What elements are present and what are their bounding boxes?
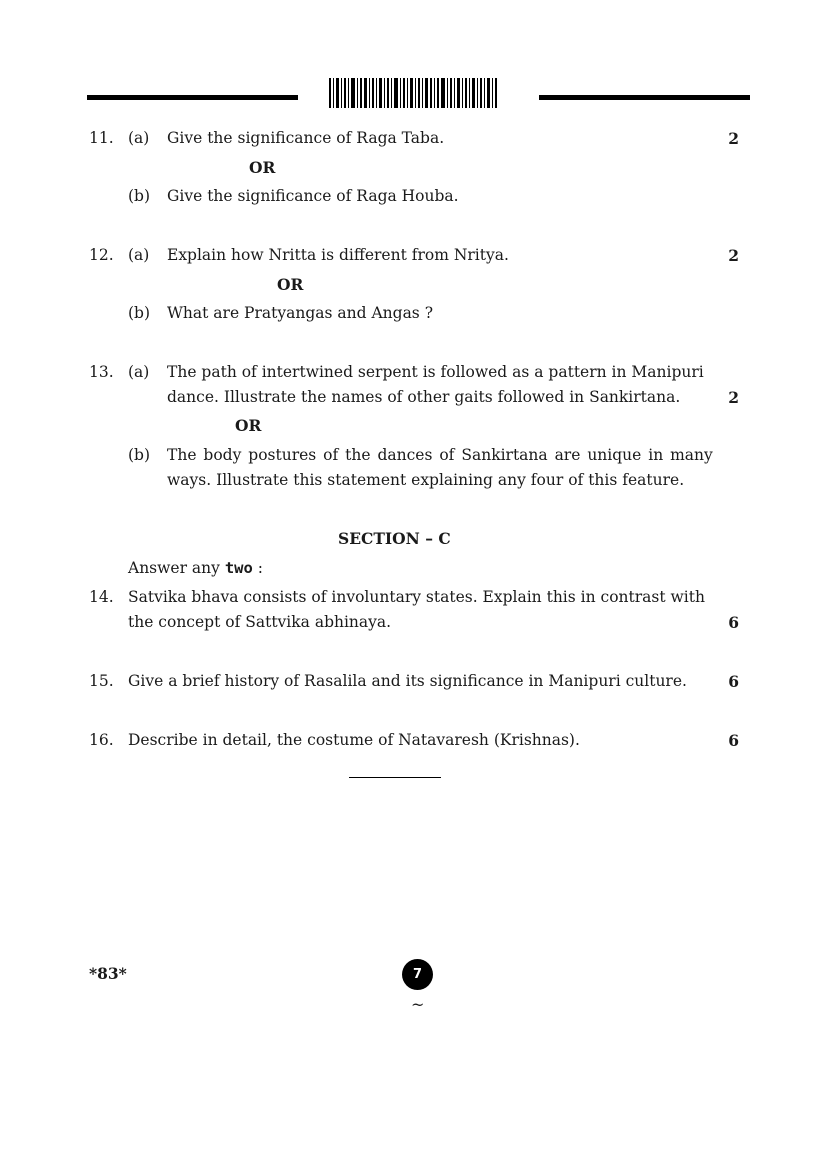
q13-b-line2: ways. Illustrate this statement explaining any four of this feature. [167, 471, 685, 489]
q13-number: 13. [89, 363, 114, 381]
section-c-instruction [128, 556, 263, 581]
q14-marks: 6 [728, 613, 739, 632]
q12-or: OR [277, 275, 304, 294]
header-rule-right [539, 95, 750, 100]
footer-code: *83* [89, 964, 127, 983]
q12-b-text: What are Pratyangas and Angas ? [167, 304, 433, 322]
q15-number: 15. [89, 672, 114, 690]
q12-a-label: (a) [128, 246, 150, 264]
q15-text: Give a brief history of Rasalila and its significance in Manipuri culture. [128, 672, 687, 690]
instruction-prefix: Answer any [128, 559, 225, 577]
page-number: 7 [412, 967, 423, 982]
q11-marks: 2 [728, 129, 739, 148]
section-c-title: SECTION – C [338, 529, 451, 548]
footer-tilde: ~ [411, 995, 425, 1014]
q12-b-label: (b) [128, 304, 151, 322]
q11-a-label: (a) [128, 129, 150, 147]
page-number-badge [402, 959, 433, 990]
q14-line2: the concept of Sattvika abhinaya. [128, 613, 392, 631]
q13-b-line1: The body postures of the dances of Sankirtana are unique in many [167, 446, 713, 464]
q16-marks: 6 [728, 731, 739, 750]
instruction-bold: two [224, 559, 253, 577]
q12-number: 12. [89, 246, 114, 264]
q12-marks: 2 [728, 246, 739, 265]
q15-marks: 6 [728, 672, 739, 691]
q11-b-text: Give the significance of Raga Houba. [167, 187, 459, 205]
q13-a-line1: The path of intertwined serpent is followed as a pattern in Manipuri [167, 363, 704, 381]
q14-line1: Satvika bhava consists of involuntary states. Explain this in contrast with [128, 588, 705, 606]
end-rule [349, 777, 441, 778]
q13-marks: 2 [728, 388, 739, 407]
q11-a-text: Give the significance of Raga Taba. [167, 129, 445, 147]
q11-number: 11. [89, 129, 114, 147]
barcode-image [329, 78, 497, 108]
q13-a-line2: dance. Illustrate the names of other gaits followed in Sankirtana. [167, 388, 681, 406]
q16-number: 16. [89, 731, 114, 749]
instruction-suffix: : [252, 559, 263, 577]
q13-a-label: (a) [128, 363, 150, 381]
header-rule-left [87, 95, 298, 100]
q11-b-label: (b) [128, 187, 151, 205]
q14-number: 14. [89, 588, 114, 606]
q12-a-text: Explain how Nritta is different from Nritya. [167, 246, 509, 264]
q11-or: OR [249, 158, 276, 177]
q13-b-label: (b) [128, 446, 151, 464]
q16-text: Describe in detail, the costume of Natavaresh (Krishnas). [128, 731, 580, 749]
q13-or: OR [235, 416, 262, 435]
